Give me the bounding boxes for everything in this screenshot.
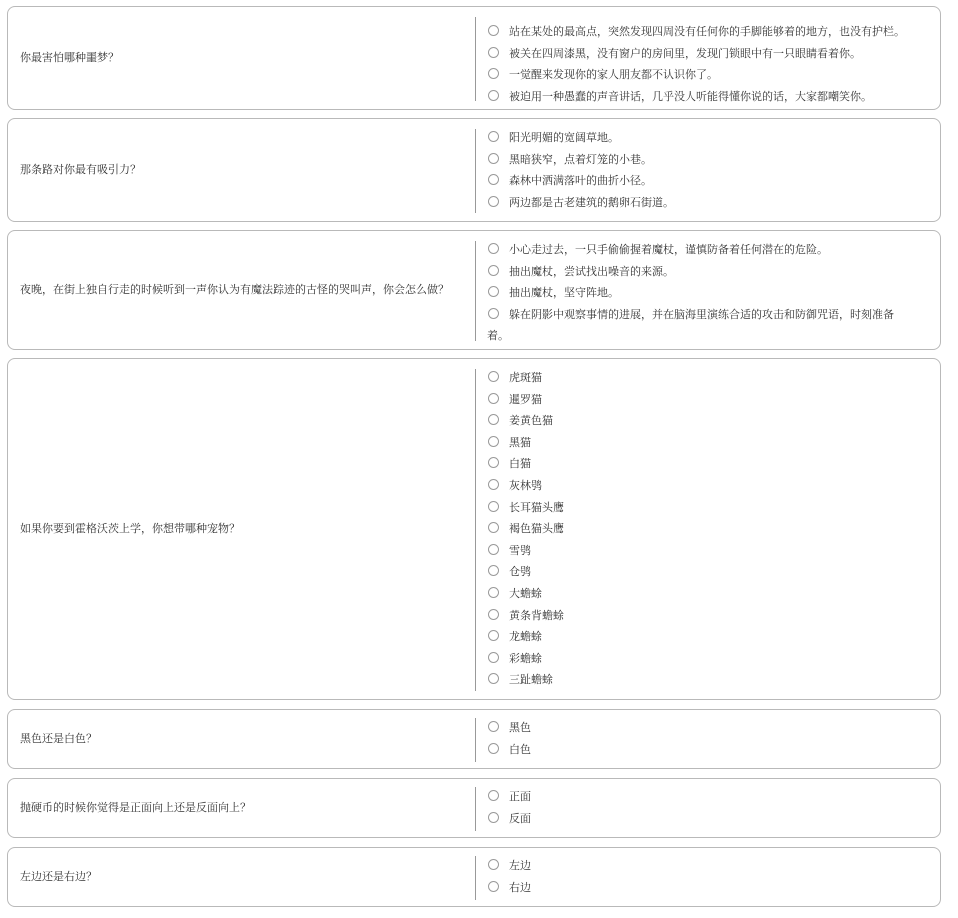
option-row[interactable] <box>487 739 910 761</box>
option-label[interactable]: 黑猫 <box>509 435 531 449</box>
option-label[interactable]: 褐色猫头鹰 <box>509 522 564 536</box>
question-card <box>7 358 941 700</box>
options-list <box>487 127 910 213</box>
option-label[interactable]: 灰林鸮 <box>509 478 542 492</box>
option-label[interactable]: 左边 <box>509 859 531 872</box>
radio-button[interactable] <box>488 565 499 576</box>
option-row[interactable] <box>487 786 910 808</box>
radio-button[interactable] <box>488 652 499 663</box>
radio-button[interactable] <box>488 721 499 732</box>
option-label[interactable]: 躲在阴影中观察事情的进展，并在脑海里演练合适的攻击和防御咒语，时刻准备着。 <box>487 307 894 343</box>
radio-button[interactable] <box>488 609 499 620</box>
option-row[interactable] <box>487 192 910 214</box>
radio-button[interactable] <box>488 286 499 297</box>
option-row[interactable] <box>487 717 910 739</box>
radio-button[interactable] <box>488 196 499 207</box>
radio-button[interactable] <box>488 371 499 382</box>
option-row[interactable] <box>487 475 910 497</box>
option-row[interactable] <box>487 583 910 605</box>
option-row[interactable] <box>487 518 910 540</box>
option-label[interactable]: 龙蟾蜍 <box>509 630 542 644</box>
option-row[interactable] <box>487 453 910 475</box>
question-text: 如果你要到霍格沃茨上学，你想带哪种宠物？ <box>20 522 240 535</box>
option-label[interactable]: 虎斑猫 <box>509 371 542 384</box>
option-row[interactable] <box>487 149 910 171</box>
question-card <box>7 709 941 769</box>
option-label[interactable]: 暹罗猫 <box>509 392 542 406</box>
option-label[interactable]: 被迫用一种愚蠢的声音讲话，几乎没人听能得懂你说的话，大家都嘲笑你。 <box>509 89 872 103</box>
option-label[interactable]: 阳光明媚的宽阔草地。 <box>509 131 619 144</box>
option-row[interactable] <box>487 304 910 347</box>
option-row[interactable] <box>487 497 910 519</box>
option-label[interactable]: 被关在四周漆黑，没有窗户的房间里，发现门锁眼中有一只眼睛看着你。 <box>509 46 861 60</box>
option-row[interactable] <box>487 626 910 648</box>
option-label[interactable]: 抽出魔杖，尝试找出噪音的来源。 <box>509 264 674 278</box>
radio-button[interactable] <box>488 131 499 142</box>
question-text: 黑色还是白色？ <box>20 732 97 745</box>
radio-button[interactable] <box>488 587 499 598</box>
question-text: 夜晚，在街上独自行走的时候听到一声你认为有魔法踪迹的古怪的哭叫声，你会怎么做？ <box>20 283 449 296</box>
radio-button[interactable] <box>488 436 499 447</box>
option-label[interactable]: 黄条背蟾蜍 <box>509 608 564 622</box>
divider <box>475 718 476 762</box>
option-label[interactable]: 仓鸮 <box>509 565 531 579</box>
options-list <box>487 239 910 347</box>
option-row[interactable] <box>487 282 910 304</box>
question-text: 你最害怕哪种噩梦？ <box>20 51 119 64</box>
radio-button[interactable] <box>488 544 499 555</box>
option-row[interactable] <box>487 432 910 454</box>
option-row[interactable] <box>487 648 910 670</box>
option-label[interactable]: 小心走过去，一只手偷偷握着魔杖，谨慎防备着任何潜在的危险。 <box>509 243 828 256</box>
question-card <box>7 778 941 838</box>
radio-button[interactable] <box>488 630 499 641</box>
radio-button[interactable] <box>488 174 499 185</box>
option-label[interactable]: 长耳猫头鹰 <box>509 500 564 514</box>
radio-button[interactable] <box>488 790 499 801</box>
option-row[interactable] <box>487 21 910 43</box>
question-card <box>7 118 941 222</box>
option-label[interactable]: 两边都是古老建筑的鹅卵石街道。 <box>509 195 674 209</box>
question-card <box>7 230 941 350</box>
radio-button[interactable] <box>488 457 499 468</box>
option-label[interactable]: 雪鸮 <box>509 543 531 557</box>
radio-button[interactable] <box>488 25 499 36</box>
option-label[interactable]: 三趾蟾蜍 <box>509 673 553 687</box>
option-row[interactable] <box>487 410 910 432</box>
divider <box>475 241 476 341</box>
radio-button[interactable] <box>488 881 499 892</box>
radio-button[interactable] <box>488 265 499 276</box>
question-card <box>7 6 941 110</box>
option-row[interactable] <box>487 239 910 261</box>
radio-button[interactable] <box>488 859 499 870</box>
option-label[interactable]: 彩蟾蜍 <box>509 651 542 665</box>
option-row[interactable] <box>487 389 910 411</box>
option-row[interactable] <box>487 605 910 627</box>
options-list <box>487 717 910 760</box>
options-list <box>487 786 910 829</box>
radio-button[interactable] <box>488 243 499 254</box>
option-label[interactable]: 白猫 <box>509 457 531 471</box>
radio-button[interactable] <box>488 153 499 164</box>
question-text: 那条路对你最有吸引力？ <box>20 163 141 176</box>
option-row[interactable] <box>487 367 910 389</box>
option-label[interactable]: 抽出魔杖，坚守阵地。 <box>509 286 619 300</box>
option-label[interactable]: 白色 <box>509 742 531 756</box>
option-row[interactable] <box>487 540 910 562</box>
option-label[interactable]: 反面 <box>509 811 531 825</box>
option-label[interactable]: 森林中洒满落叶的曲折小径。 <box>509 174 652 188</box>
options-list <box>487 367 910 691</box>
divider <box>475 129 476 213</box>
option-row[interactable] <box>487 669 910 691</box>
option-label[interactable]: 黑暗狭窄，点着灯笼的小巷。 <box>509 152 652 166</box>
radio-button[interactable] <box>488 501 499 512</box>
radio-button[interactable] <box>488 479 499 490</box>
options-list <box>487 855 910 898</box>
option-label[interactable]: 姜黄色猫 <box>509 414 553 428</box>
option-label[interactable]: 右边 <box>509 880 531 894</box>
option-row[interactable] <box>487 808 910 830</box>
option-row[interactable] <box>487 261 910 283</box>
question-card <box>7 847 941 907</box>
radio-button[interactable] <box>488 812 499 823</box>
option-row[interactable] <box>487 170 910 192</box>
option-label[interactable]: 正面 <box>509 790 531 803</box>
option-row[interactable] <box>487 64 910 86</box>
option-label[interactable]: 站在某处的最高点，突然发现四周没有任何你的手脚能够着的地方，也没有护栏。 <box>509 25 905 38</box>
option-row[interactable] <box>487 43 910 65</box>
radio-button[interactable] <box>488 743 499 754</box>
option-label[interactable]: 一觉醒来发现你的家人朋友都不认识你了。 <box>509 68 718 82</box>
radio-button[interactable] <box>488 673 499 684</box>
radio-button[interactable] <box>488 90 499 101</box>
divider <box>475 856 476 900</box>
radio-button[interactable] <box>488 393 499 404</box>
options-list <box>487 21 910 107</box>
radio-button[interactable] <box>488 522 499 533</box>
option-row[interactable] <box>487 127 910 149</box>
radio-button[interactable] <box>488 47 499 58</box>
option-label[interactable]: 大蟾蜍 <box>509 586 542 600</box>
question-text: 左边还是右边？ <box>20 870 97 883</box>
radio-button[interactable] <box>488 308 499 319</box>
option-row[interactable] <box>487 877 910 899</box>
option-row[interactable] <box>487 855 910 877</box>
question-text: 抛硬币的时候你觉得是正面向上还是反面向上？ <box>20 801 251 814</box>
radio-button[interactable] <box>488 68 499 79</box>
divider <box>475 787 476 831</box>
divider <box>475 369 476 691</box>
option-row[interactable] <box>487 86 910 108</box>
option-label[interactable]: 黑色 <box>509 721 531 734</box>
divider <box>475 17 476 101</box>
option-row[interactable] <box>487 561 910 583</box>
radio-button[interactable] <box>488 414 499 425</box>
